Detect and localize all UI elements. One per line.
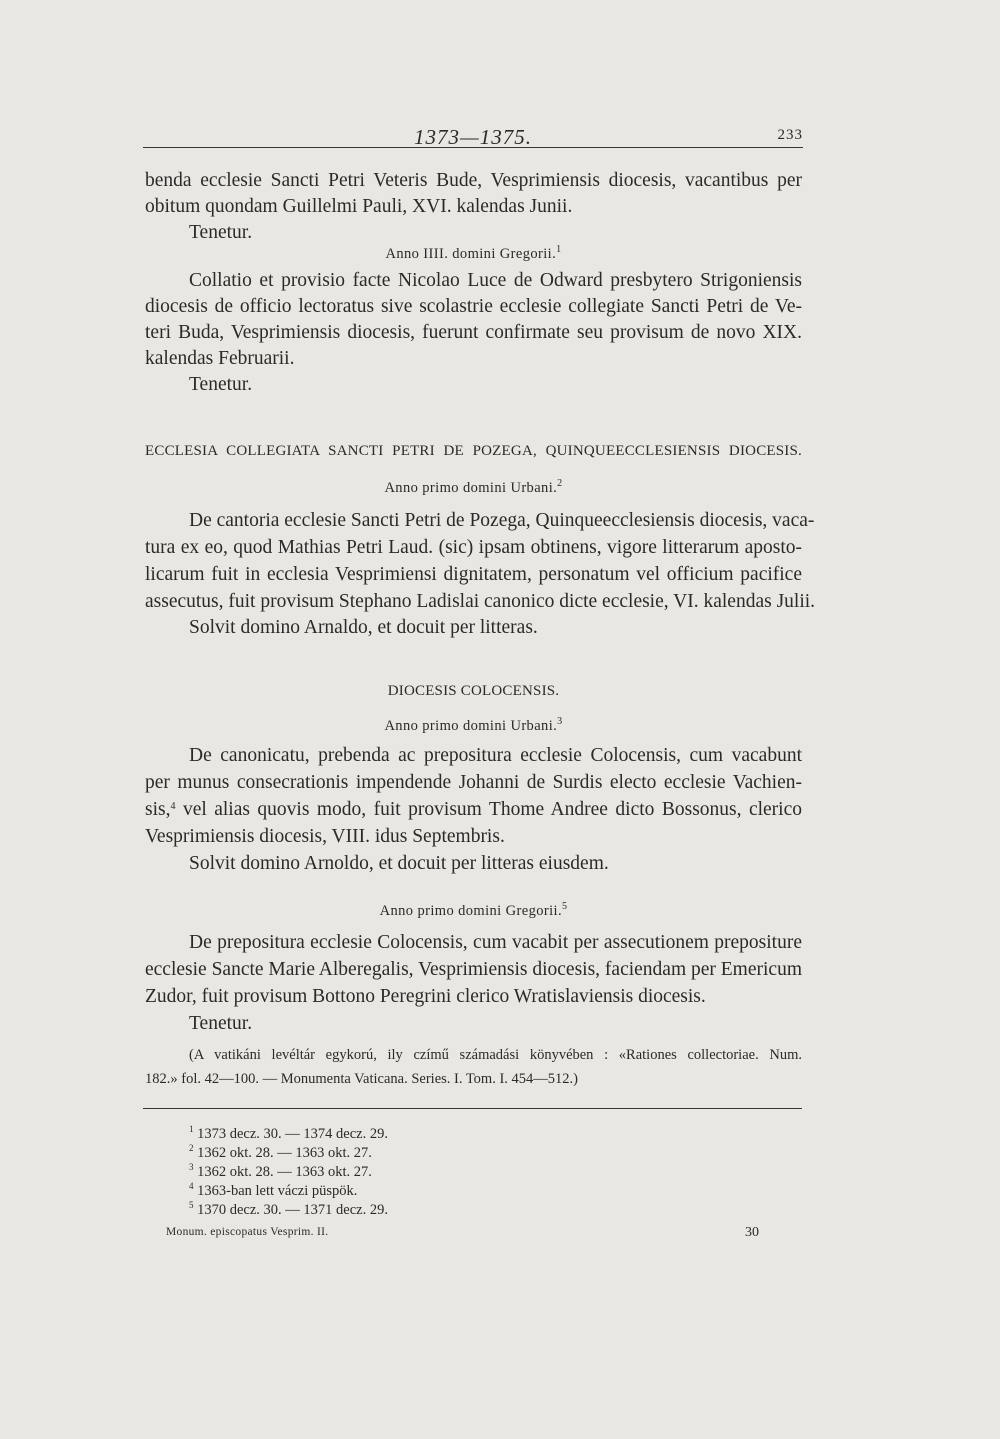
body-line: assecutus, fuit provisum Stephano Ladislai canonico dicte ecclesie, VI. kalendas Julii. — [145, 591, 816, 612]
body-line: Vesprimiensis diocesis, VIII. idus Septembris. — [145, 826, 505, 847]
footnote-ref: 1 — [556, 244, 562, 255]
body-line: licarum fuit in ecclesia Vesprimiensi dignitatem, personatum vel officium pacifice — [145, 564, 802, 585]
body-line: Tenetur. — [189, 374, 253, 395]
footnote-ref: 4 — [170, 801, 176, 812]
footnote: $^4$ 1363-ban lett váczi püspök. — [189, 1181, 358, 1199]
source-note: 182.» fol. 42—100. — Monumenta Vaticana. Series. I. Tom. I. 454—512.) — [145, 1071, 578, 1087]
footnote: $^1$ 1373 decz. 30. — 1374 decz. 29. — [189, 1124, 388, 1142]
section-heading: DIOCESIS COLOCENSIS. — [387, 683, 560, 699]
body-line: Tenetur. — [189, 222, 253, 243]
body-line: diocesis de officio lectoratus sive scolastrie ecclesie collegiate Sancti Petri de Ve- — [145, 296, 802, 317]
source-note: (A vatikáni levéltár egykorú, ily czímű számadási könyvében : «Rationes collectoriae. Num. — [189, 1047, 802, 1063]
footnote-ref: 2 — [557, 478, 563, 489]
section-heading: ECCLESIA COLLEGIATA SANCTI PETRI DE POZEGA, QUINQUEECCLESIENSIS DIOCESIS. — [145, 443, 802, 459]
body-line: De cantoria ecclesie Sancti Petri de Pozega, Quinqueecclesiensis diocesis, vaca- — [189, 510, 815, 531]
year-heading: Anno primo domini Urbani.$^3$ — [384, 716, 563, 734]
body-line: De canonicatu, prebenda ac prepositura ecclesie Colocensis, cum vacabunt — [189, 745, 802, 766]
signature-mark: Monum. episcopatus Vesprim. II. — [166, 1226, 329, 1238]
body-line: benda ecclesie Sancti Petri Veteris Bude, Vesprimiensis diocesis, vacantibus per — [145, 170, 802, 191]
footnote: $^2$ 1362 okt. 28. — 1363 okt. 27. — [189, 1143, 372, 1161]
year-heading: Anno primo domini Gregorii.$^5$ — [379, 901, 568, 919]
sheet-number: 30 — [745, 1225, 759, 1240]
footnote-ref: 5 — [561, 901, 568, 912]
year-heading: Anno IIII. domini Gregorii.$^1$ — [385, 244, 562, 262]
body-line: Zudor, fuit provisum Bottono Peregrini clerico Wratislaviensis diocesis. — [145, 986, 706, 1007]
body-line: per munus consecrationis impendende Johanni de Surdis electo ecclesie Vachien- — [145, 772, 802, 793]
body-line: teri Buda, Vesprimiensis diocesis, fuerunt confirmate seu provisum de novo XIX. — [145, 322, 802, 343]
running-head — [143, 125, 803, 148]
footnote: $^5$ 1370 decz. 30. — 1371 decz. 29. — [189, 1200, 388, 1218]
body-line: sis,$^4$ vel alias quovis modo, fuit provisum Thome Andree dicto Bossonus, clerico — [145, 799, 802, 820]
body-line: Solvit domino Arnaldo, et docuit per litteras. — [189, 617, 538, 638]
footnote: $^3$ 1362 okt. 28. — 1363 okt. 27. — [189, 1162, 372, 1180]
body-line: De prepositura ecclesie Colocensis, cum vacabit per assecutionem prepositure — [189, 932, 802, 953]
body-line: tura ex eo, quod Mathias Petri Laud. (sic) ipsam obtinens, vigore litterarum aposto- — [145, 537, 802, 558]
body-line: Solvit domino Arnoldo, et docuit per litteras eiusdem. — [189, 853, 609, 874]
body-line: obitum quondam Guillelmi Pauli, XVI. kalendas Junii. — [145, 196, 573, 217]
footnote-rule — [143, 1108, 802, 1109]
body-line: Collatio et provisio facte Nicolao Luce de Odward presbytero Strigoniensis — [189, 270, 802, 291]
footnote-ref: 3 — [557, 716, 563, 727]
body-line: kalendas Februarii. — [145, 348, 295, 369]
year-heading: Anno primo domini Urbani.$^2$ — [384, 478, 563, 496]
page-number: 233 — [777, 127, 803, 143]
body-line: Tenetur. — [189, 1013, 253, 1034]
running-title: 1373—1375. — [414, 125, 532, 149]
body-line: ecclesie Sancte Marie Alberegalis, Vesprimiensis diocesis, faciendam per Emericum — [145, 959, 802, 980]
